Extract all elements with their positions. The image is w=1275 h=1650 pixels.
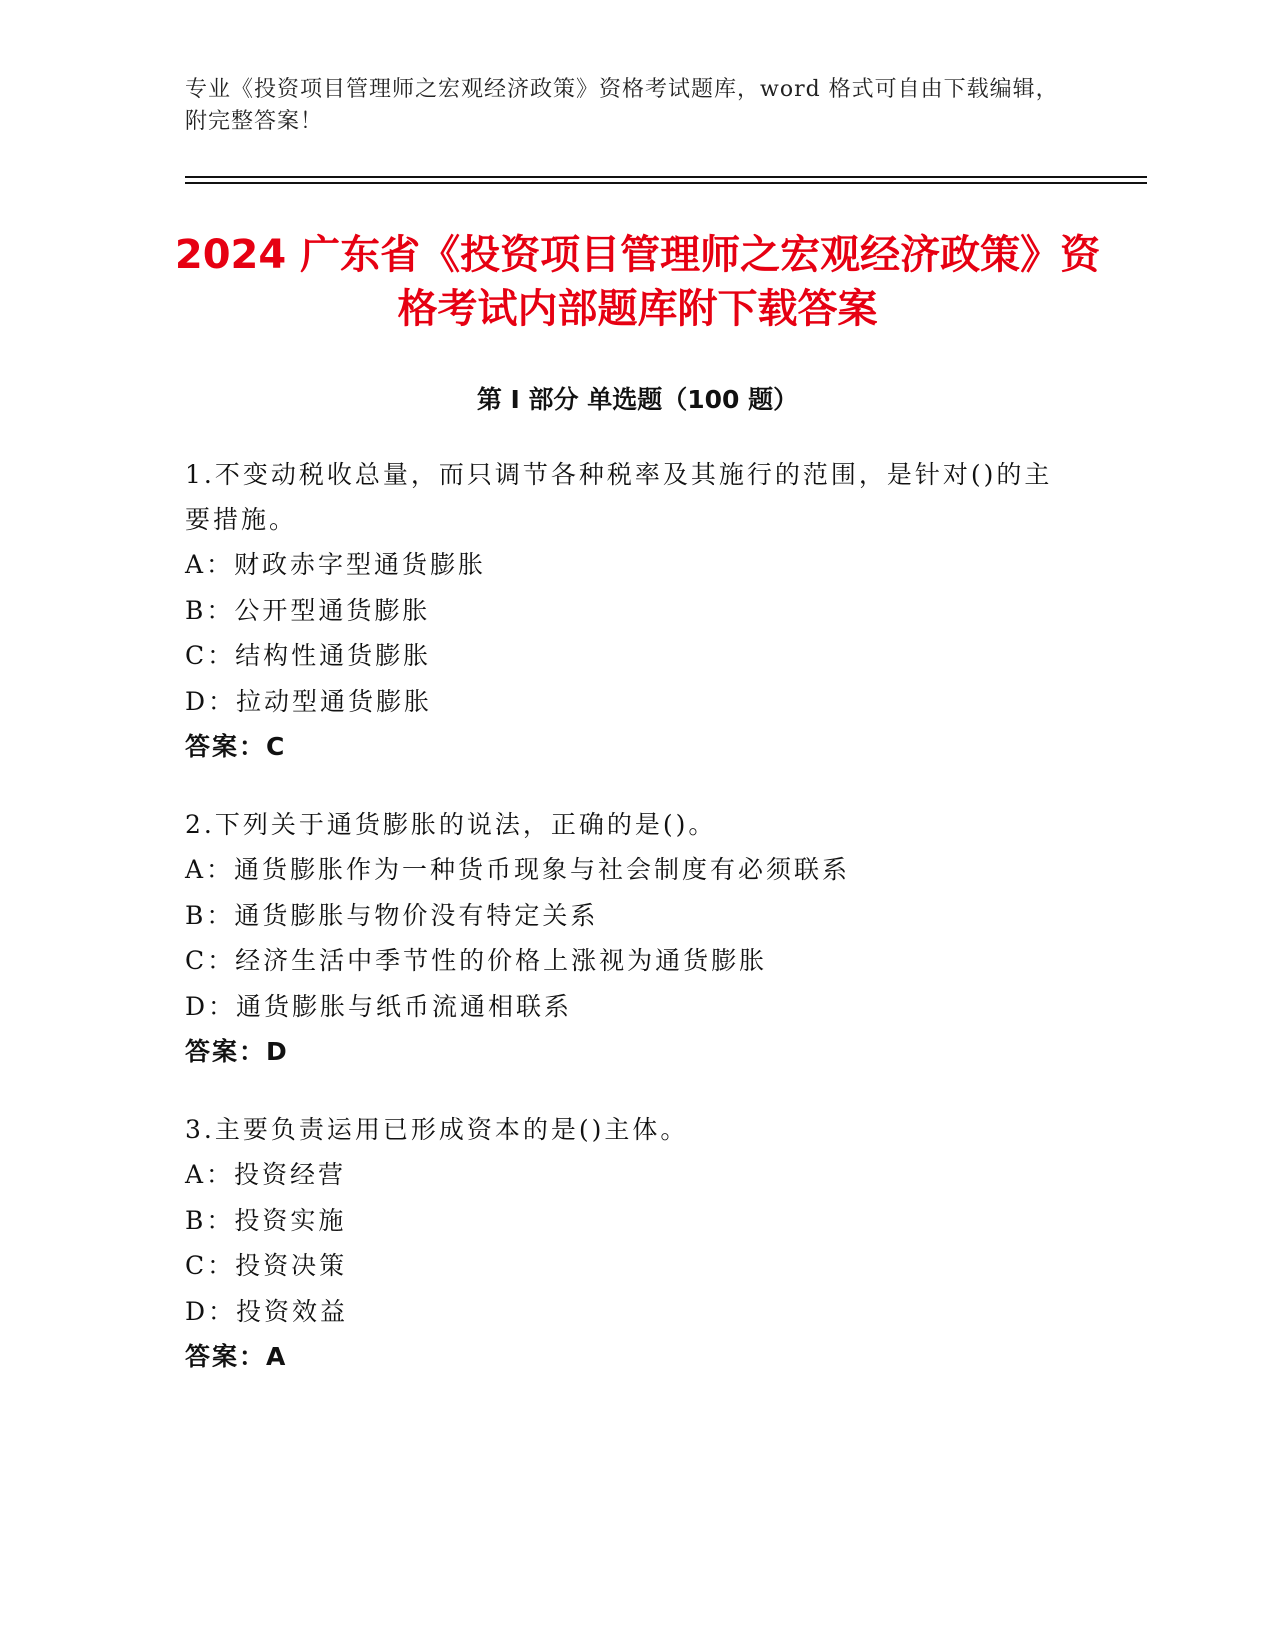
header-divider-top (185, 176, 1147, 178)
option-a: A：投资经营 (185, 1160, 347, 1189)
option-d: D：投资效益 (185, 1296, 349, 1326)
question-1 (185, 452, 1065, 769)
option-b: B：通货膨胀与物价没有特定关系 (185, 900, 599, 930)
option-a: A：财政赤字型通货膨胀 (185, 550, 487, 579)
document-title: 2024 广东省《投资项目管理师之宏观经济政策》资格考试内部题库附下载答案 (174, 232, 1101, 332)
answer: 答案：D (185, 1037, 289, 1066)
option-d: D：通货膨胀与纸币流通相联系 (185, 991, 573, 1021)
header-divider-bottom (185, 182, 1147, 184)
option-c: C：投资决策 (185, 1251, 348, 1280)
option-d: D：拉动型通货膨胀 (185, 686, 433, 716)
question-2 (185, 802, 1065, 1074)
header-note: 专业《投资项目管理师之宏观经济政策》资格考试题库，word 格式可自由下载编辑，附完整答案！ (185, 77, 1059, 134)
question-stem: 3.主要负责运用已形成资本的是()主体。 (185, 1115, 689, 1144)
option-b: B：投资实施 (185, 1205, 347, 1235)
option-c: C：结构性通货膨胀 (185, 641, 432, 670)
question-stem: 2.下列关于通货膨胀的说法，正确的是()。 (185, 810, 717, 839)
question-3 (185, 1107, 1065, 1379)
option-b: B：公开型通货膨胀 (185, 595, 431, 625)
answer: 答案：A (185, 1342, 288, 1371)
answer: 答案：C (185, 732, 287, 761)
section-heading: 第 I 部分 单选题（100 题） (476, 385, 799, 414)
option-c: C：经济生活中季节性的价格上涨视为通货膨胀 (185, 946, 768, 975)
option-a: A：通货膨胀作为一种货币现象与社会制度有必须联系 (185, 855, 851, 884)
question-stem: 1.不变动税收总量，而只调节各种税率及其施行的范围，是针对()的主要措施。 (185, 460, 1053, 534)
